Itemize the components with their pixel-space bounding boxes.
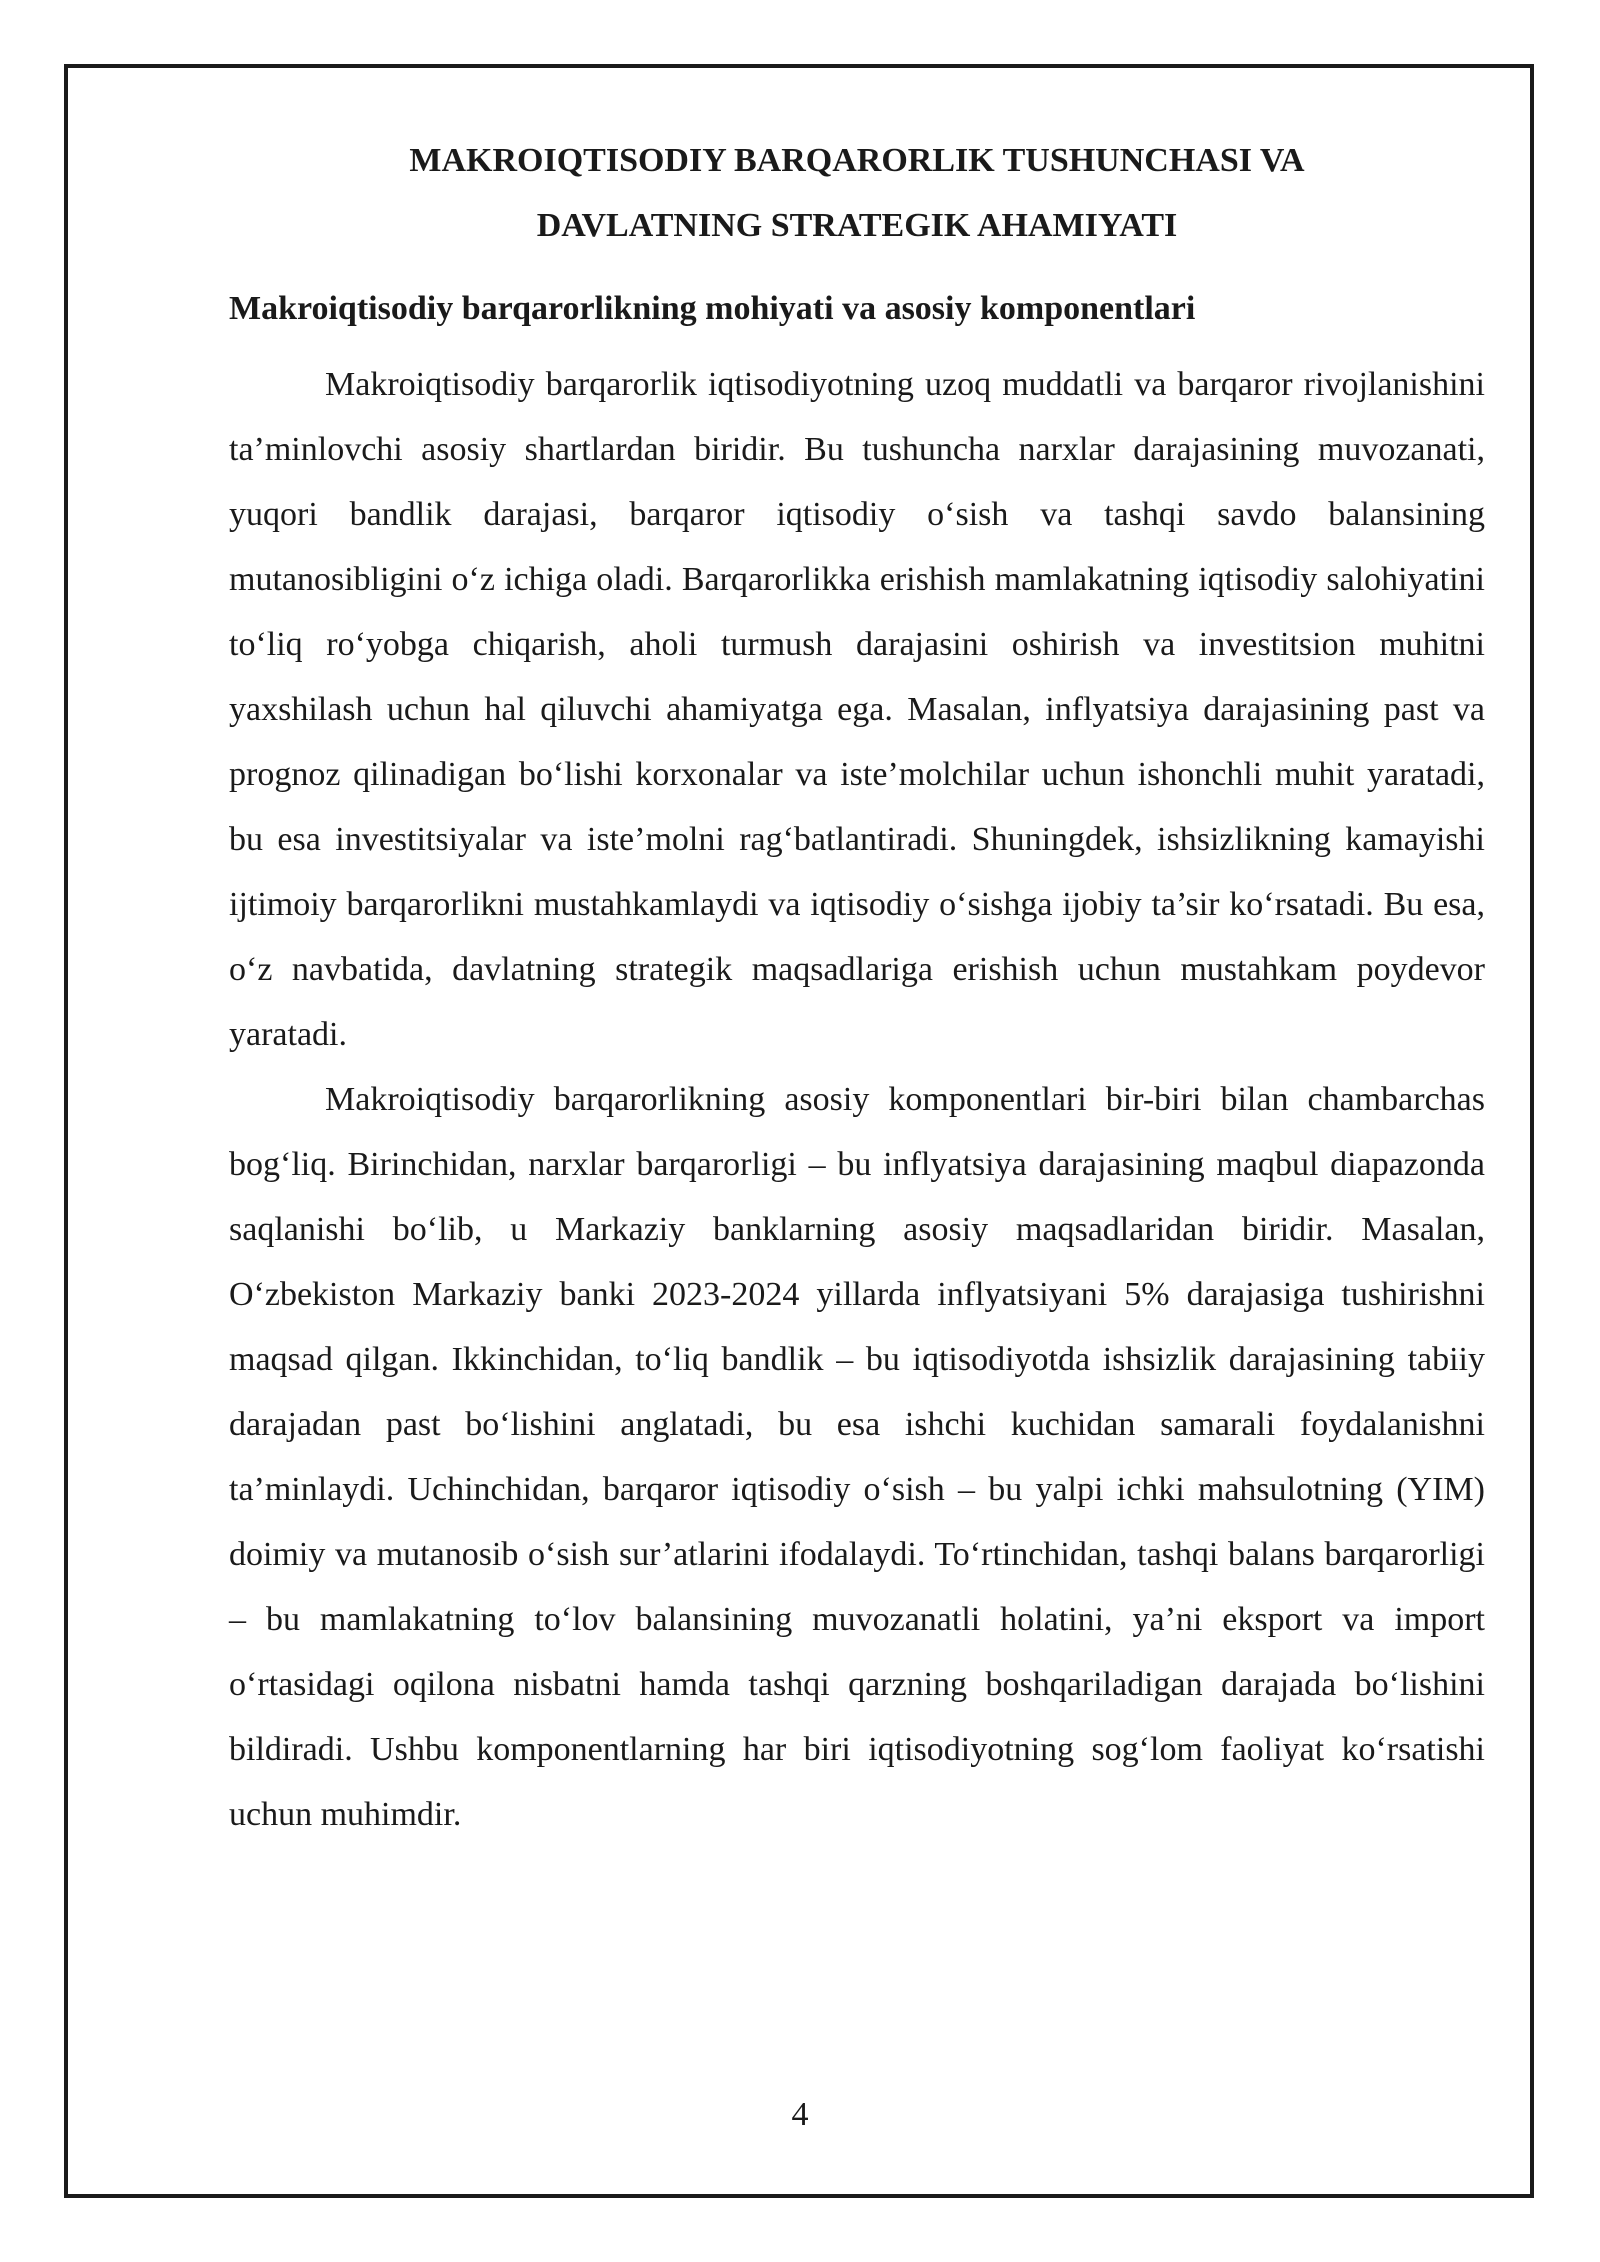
page-number: 4: [791, 2096, 809, 2133]
page-content: [229, 128, 1485, 1847]
paragraph-2: Makroiqtisodiy barqarorlikning asosiy komponentlari bir-biri bilan chambarchas bog‘liq. Birinchidan, narxlar barqarorligi – bu inflyatsiya darajasining maqbul diapazonda saqlanishi bo‘lib, u Markaziy banklarning asosiy maqsadlaridan biridir. Masalan, O‘zbekiston Markaziy banki 2023-2024 yillarda inflyatsiyani 5% darajasiga tushirishni maqsad qilgan. Ikkinchidan, to‘liq bandlik – bu iqtisodiyotda ishsizlik darajasining tabiiy darajadan past bo‘lishini anglatadi, bu esa ishchi kuchidan samarali foydalanishni ta’minlaydi. Uchinchidan, barqaror iqtisodiy o‘sish – bu yalpi ichki mahsulotning (YIM) doimiy va mutanosib o‘sish sur’atlarini ifodalaydi. To‘rtinchidan, tashqi balans barqarorligi – bu mamlakatning to‘lov balansining muvozanatli holatini, ya’ni eksport va import o‘rtasidagi oqilona nisbatni hamda tashqi qarzning boshqariladigan darajada bo‘lishini bildiradi. Ushbu komponentlarning har biri iqtisodiyotning sog‘lom faoliyat ko‘rsatishi uchun muhimdir.: [229, 1081, 1485, 1833]
title-line-1: MAKROIQTISODIY BARQARORLIK TUSHUNCHASI VA: [409, 142, 1305, 179]
document-title: [229, 128, 1485, 258]
paragraph-1: Makroiqtisodiy barqarorlik iqtisodiyotning uzoq muddatli va barqaror rivojlanishini ta’minlovchi asosiy shartlardan biridir. Bu tushuncha narxlar darajasining muvozanati, yuqori bandlik darajasi, barqaror iqtisodiy o‘sish va tashqi savdo balansining mutanosibligini o‘z ichiga oladi. Barqarorlikka erishish mamlakatning iqtisodiy salohiyatini to‘liq ro‘yobga chiqarish, aholi turmush darajasini oshirish va investitsion muhitni yaxshilash uchun hal qiluvchi ahamiyatga ega. Masalan, inflyatsiya darajasining past va prognoz qilinadigan bo‘lishi korxonalar va iste’molchilar uchun ishonchli muhit yaratadi, bu esa investitsiyalar va iste’molni rag‘batlantiradi. Shuningdek, ishsizlikning kamayishi ijtimoiy barqarorlikni mustahkamlaydi va iqtisodiy o‘sishga ijobiy ta’sir ko‘rsatadi. Bu esa, o‘z navbatida, davlatning strategik maqsadlariga erishish uchun mustahkam poydevor yaratadi.: [229, 366, 1485, 1053]
title-line-2: DAVLATNING STRATEGIK AHAMIYATI: [536, 207, 1178, 244]
section-heading: Makroiqtisodiy barqarorlikning mohiyati va asosiy komponentlari: [229, 290, 1196, 327]
